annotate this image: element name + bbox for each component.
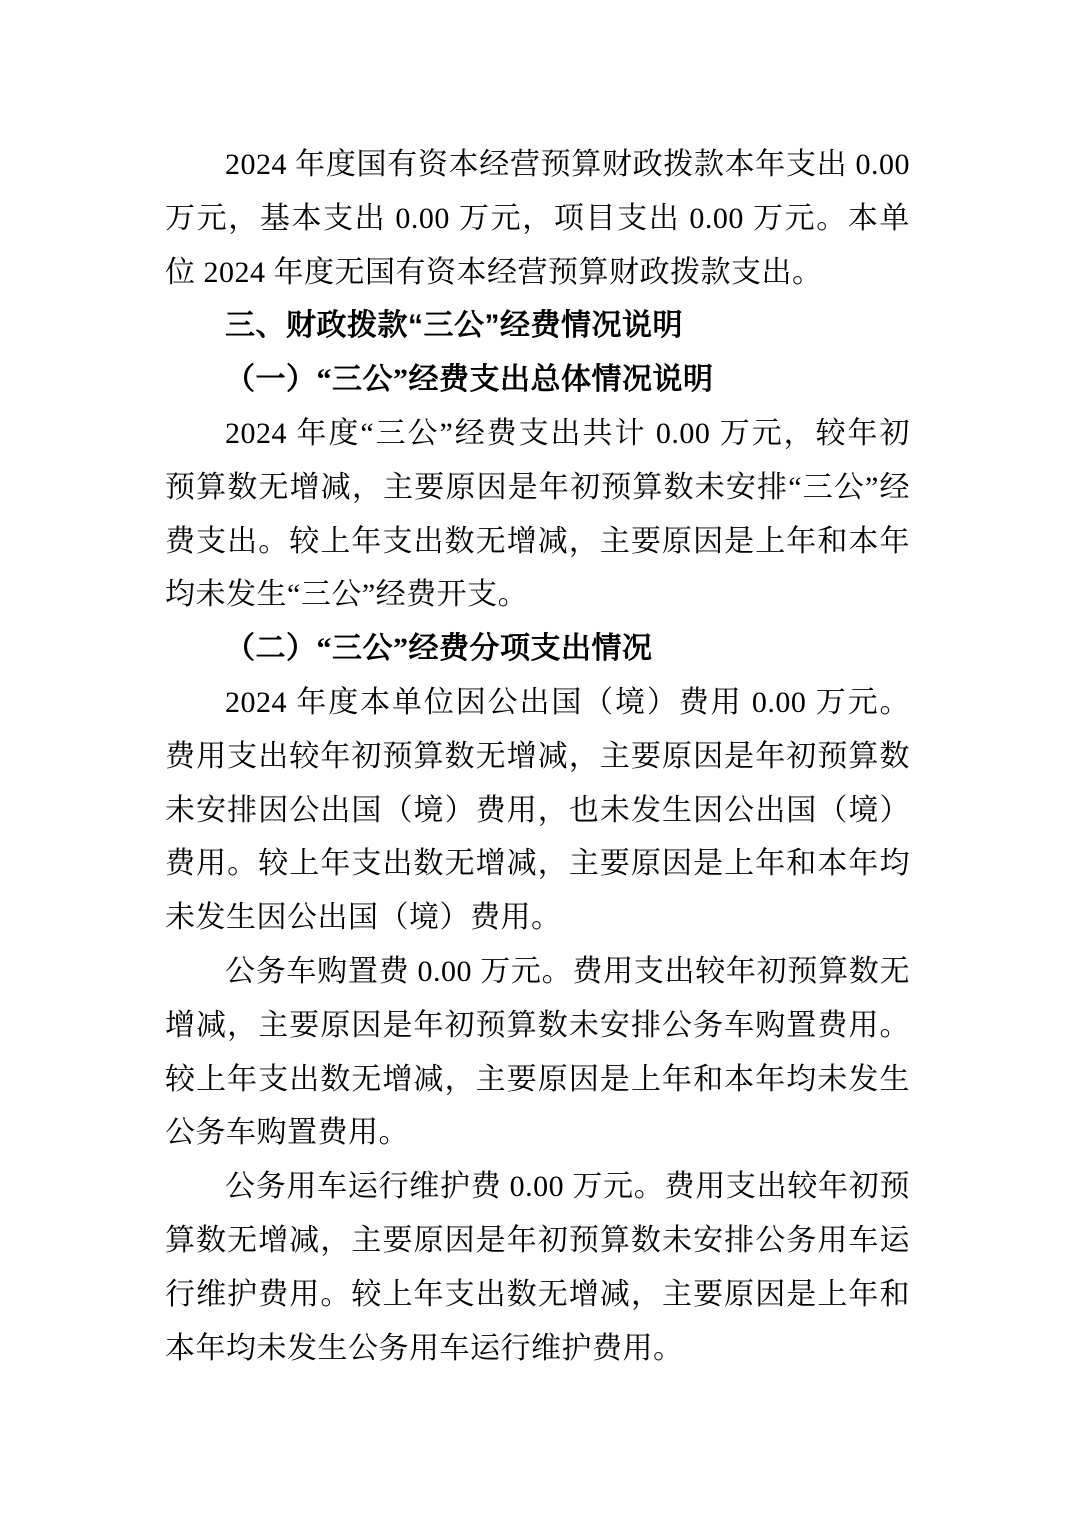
paragraph-overseas-travel-expense: 2024 年度本单位因公出国（境）费用 0.00 万元。费用支出较年初预算数无增减，主要原因是年初预算数未安排因公出国（境）费用，也未发生因公出国（境）费用。较上年支出数无增减，主要原因是上年和本年均未发生因公出国（境）费用。 — [165, 685, 910, 935]
paragraph-overall-three-public-expenditure: 2024 年度“三公”经费支出共计 0.00 万元，较年初预算数无增减，主要原因是年初预算数未安排“三公”经费支出。较上年支出数无增减，主要原因是上年和本年均未发生“三公”经费开支。 — [165, 416, 910, 612]
sub-heading-overall-expenditure: （一）“三公”经费支出总体情况说明 — [225, 363, 714, 397]
section-heading-three-public-funds: 三、财政拨款“三公”经费情况说明 — [225, 309, 683, 343]
sub-heading-itemized-expenditure: （二）“三公”经费分项支出情况 — [225, 632, 653, 666]
paragraph-state-capital-budget-expenditure: 2024 年度国有资本经营预算财政拨款本年支出 0.00 万元，基本支出 0.00 万元，项目支出 0.00 万元。本单位 2024 年度无国有资本经营预算财政拨款支出。 — [165, 148, 910, 289]
paragraph-official-vehicle-purchase-expense: 公务车购置费 0.00 万元。费用支出较年初预算数无增减，主要原因是年初预算数未安排公务车购置费用。较上年支出数无增减，主要原因是上年和本年均未发生公务车购置费用。 — [165, 954, 910, 1150]
paragraph-official-vehicle-maintenance-expense: 公务用车运行维护费 0.00 万元。费用支出较年初预算数无增减，主要原因是年初预算数未安排公务用车运行维护费用。较上年支出数无增减，主要原因是上年和本年均未发生公务用车运行维护费用。 — [165, 1170, 910, 1365]
